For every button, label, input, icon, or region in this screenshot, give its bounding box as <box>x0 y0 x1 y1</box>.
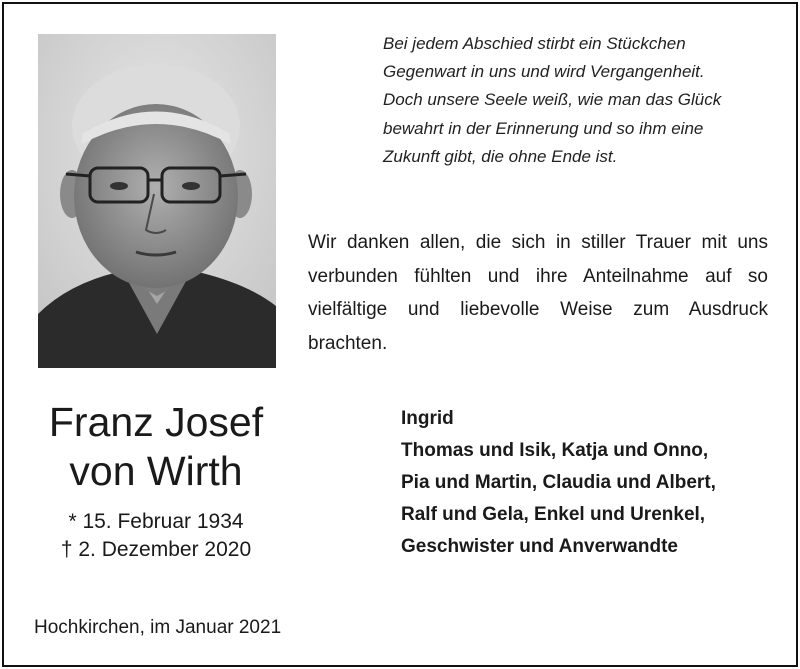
poem <box>383 30 778 171</box>
poem-line: Zukunft gibt, die ohne Ende ist. <box>383 146 618 166</box>
poem-line: bewahrt in der Erinnerung und so ihm eine <box>383 118 704 138</box>
place-date: Hochkirchen, im Januar 2021 <box>34 617 282 638</box>
poem-line: Gegenwart in uns und wird Vergangenheit. <box>383 62 705 82</box>
family-line: Geschwister und Anverwandte <box>401 536 678 557</box>
family-line: Pia und Martin, Claudia und Albert, <box>401 472 716 493</box>
portrait-photo <box>38 34 276 368</box>
poem-line: Doch unsere Seele weiß, wie man das Glück <box>383 90 722 110</box>
deceased-name <box>0 398 312 496</box>
life-dates <box>0 508 312 564</box>
family-line: Thomas und Isik, Katja und Onno, <box>401 440 709 461</box>
name-line-1: Franz Josef <box>48 399 264 445</box>
family-line: Ingrid <box>401 408 454 429</box>
death-date: † 2. Dezember 2020 <box>60 538 252 561</box>
family-line: Ralf und Gela, Enkel und Urenkel, <box>401 504 706 525</box>
thanks-text: Wir danken allen, die sich in stiller Trauer mit uns verbunden fühlten und ihre Anteilnahme auf so vielfältige und liebevolle Weise zum Ausdruck brachten. <box>308 232 768 354</box>
family-signature <box>401 403 781 563</box>
name-line-2: von Wirth <box>69 448 243 494</box>
poem-line: Bei jedem Abschied stirbt ein Stückchen <box>383 34 686 53</box>
birth-date: * 15. Februar 1934 <box>68 510 244 533</box>
